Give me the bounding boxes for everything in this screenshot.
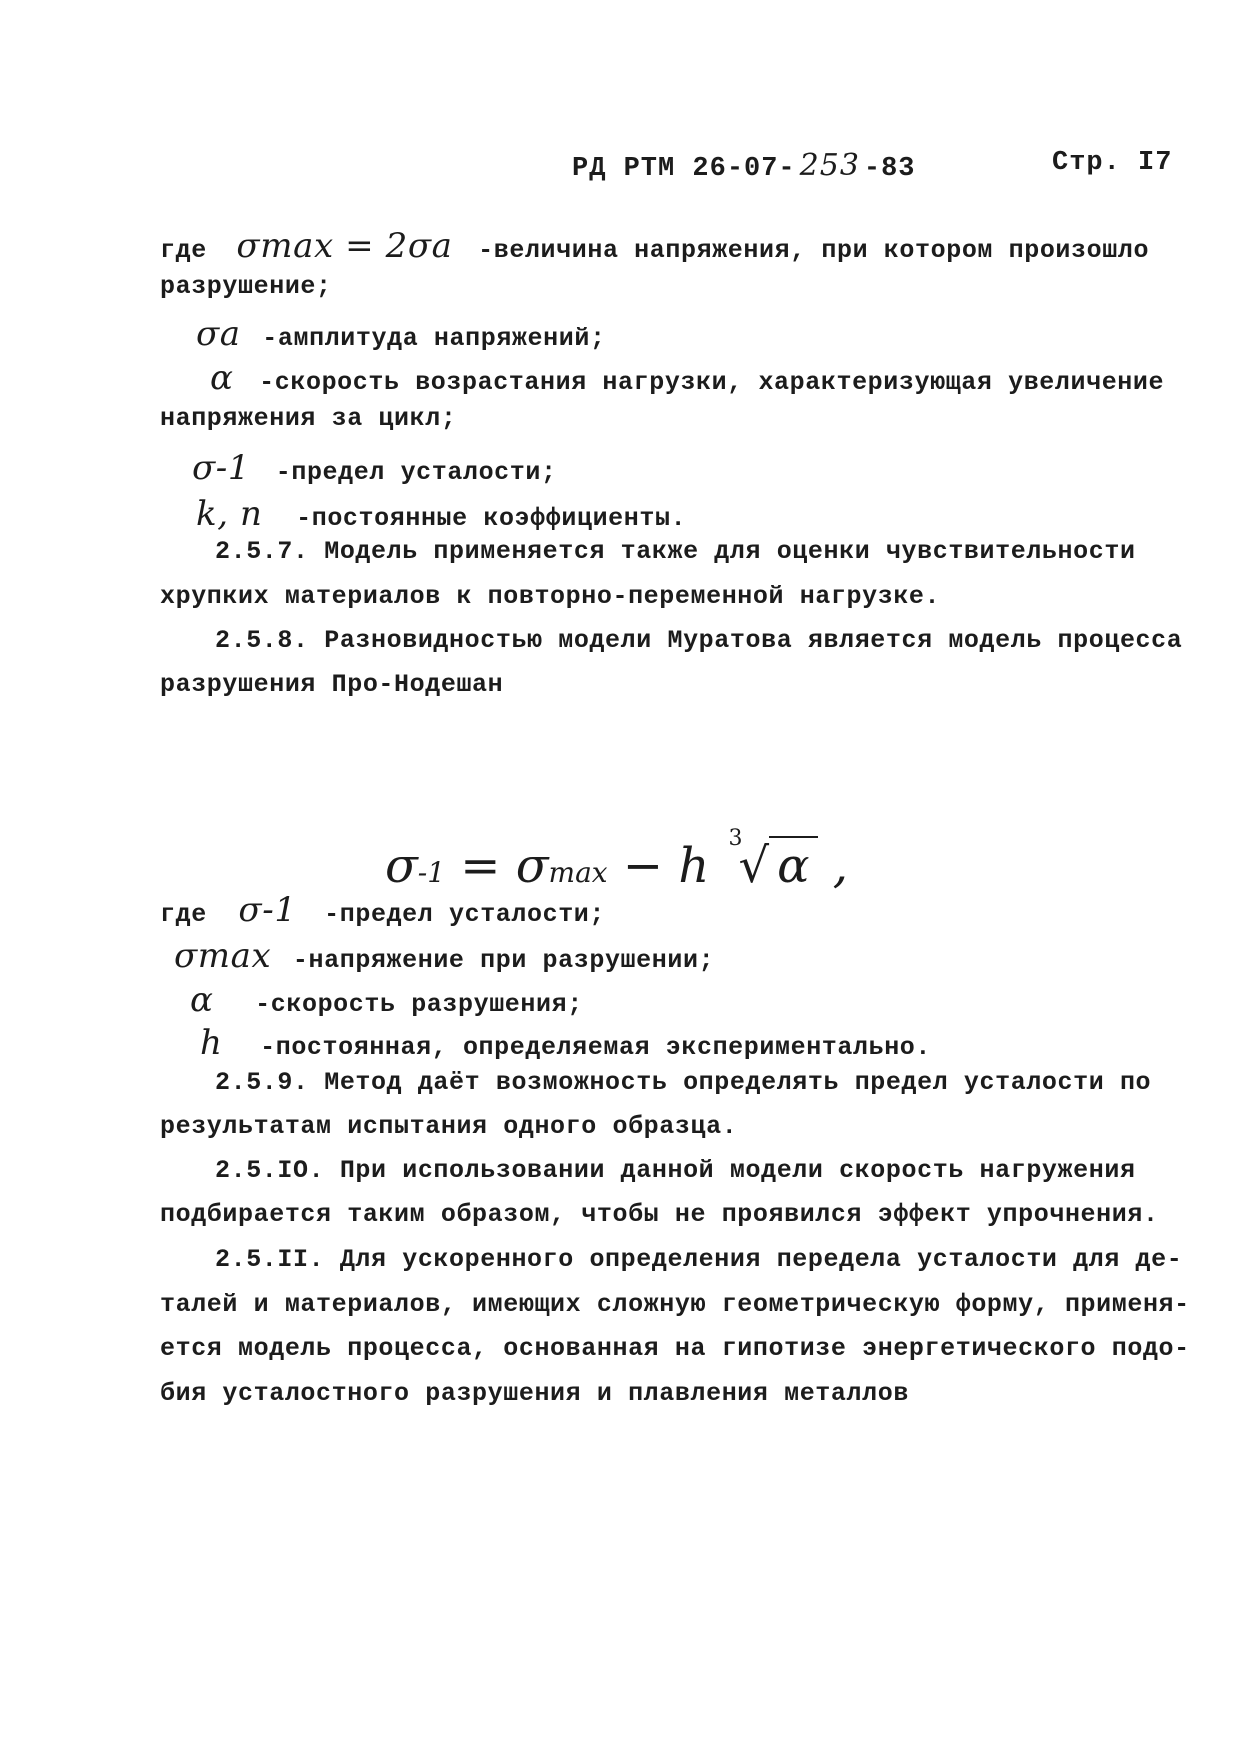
sigma-a-symbol: σa <box>196 314 241 354</box>
alpha-symbol: α <box>190 980 214 1020</box>
sigma-minus-one-symbol: σ-1 <box>238 890 297 930</box>
sigma-max-symbol: σmax = 2σa <box>236 226 453 266</box>
where-word: где <box>160 236 207 265</box>
definition-text: -предел усталости; <box>324 900 606 929</box>
where-word: где <box>160 900 207 929</box>
paragraph-line: разрушения Про-Нодешан <box>160 670 504 699</box>
root-index: 3 <box>728 826 743 851</box>
paragraph-line: 2.5.9. Метод даёт возможность определять предел усталости по <box>215 1068 1152 1097</box>
definition-line <box>210 358 1164 398</box>
paragraph-line: 2.5.IO. При использовании данной модели скорость нагружения <box>215 1156 1136 1185</box>
document-code <box>572 148 916 184</box>
definition-text: -постоянная, определяемая экспериментально. <box>260 1033 932 1062</box>
formula-lhs: σ <box>385 838 418 894</box>
definition-line <box>196 314 606 354</box>
definition-text: -напряжение при разрушении; <box>292 946 715 975</box>
definition-text: напряжения за цикл; <box>160 404 457 433</box>
paragraph-line: бия усталостного разрушения и плавления металлов <box>160 1379 909 1408</box>
definition-line <box>160 890 605 930</box>
definition-line <box>190 980 583 1020</box>
paragraph-line: результатам испытания одного образца. <box>160 1112 738 1141</box>
page-number: Стр. I7 <box>1052 148 1173 178</box>
alpha-symbol: α <box>210 358 234 398</box>
sigma-minus-one-symbol: σ-1 <box>192 448 251 488</box>
formula-minus-h: − h <box>607 838 725 894</box>
definition-text: -скорость разрушения; <box>255 990 583 1019</box>
paragraph-line: 2.5.7. Модель применяется также для оценки чувствительности <box>215 537 1136 566</box>
definition-line <box>174 936 714 976</box>
k-n-symbols: k, n <box>196 494 263 534</box>
definition-text: -скорость возрастания нагрузки, характеризующая увеличение <box>259 368 1165 397</box>
formula-comma: , <box>817 838 849 894</box>
doc-code-prefix: РД РТМ 26-07- <box>572 154 796 184</box>
paragraph-line: 2.5.8. Разновидностью модели Муратова является модель процесса <box>215 626 1183 655</box>
doc-code-suffix: -83 <box>863 154 916 184</box>
h-symbol: h <box>200 1023 223 1063</box>
formula-lhs-subscript: -1 <box>417 856 446 889</box>
paragraph-line: ется модель процесса, основанная на гипотизе энергетического подо- <box>160 1334 1190 1363</box>
sigma-max-symbol: σmax <box>174 936 272 976</box>
paragraph-line: подбирается таким образом, чтобы не проявился эффект упрочнения. <box>160 1200 1159 1229</box>
fatigue-limit-formula <box>385 826 849 894</box>
definition-text: разрушение; <box>160 272 332 301</box>
formula-equals-sigma: = σ <box>445 838 549 894</box>
definition-line <box>196 494 686 534</box>
paragraph-line: 2.5.II. Для ускоренного определения передела усталости для де- <box>215 1245 1183 1274</box>
definition-line <box>200 1023 931 1063</box>
definition-text: -предел усталости; <box>275 458 557 487</box>
definition-line <box>160 226 1149 266</box>
definition-text: -амплитуда напряжений; <box>262 324 606 353</box>
definition-text: -величина напряжения, при котором произошло <box>478 236 1150 265</box>
definition-line <box>192 448 557 488</box>
paragraph-line: хрупких материалов к повторно-переменной нагрузке. <box>160 582 941 611</box>
radicand: α <box>769 836 817 894</box>
formula-max-subscript: max <box>548 856 608 889</box>
definition-text: -постоянные коэффициенты. <box>296 504 687 533</box>
doc-number-handwritten: 253 <box>799 148 860 183</box>
cube-root: 3 √ α <box>725 838 818 894</box>
paragraph-line: талей и материалов, имеющих сложную геометрическую форму, применя- <box>160 1290 1190 1319</box>
